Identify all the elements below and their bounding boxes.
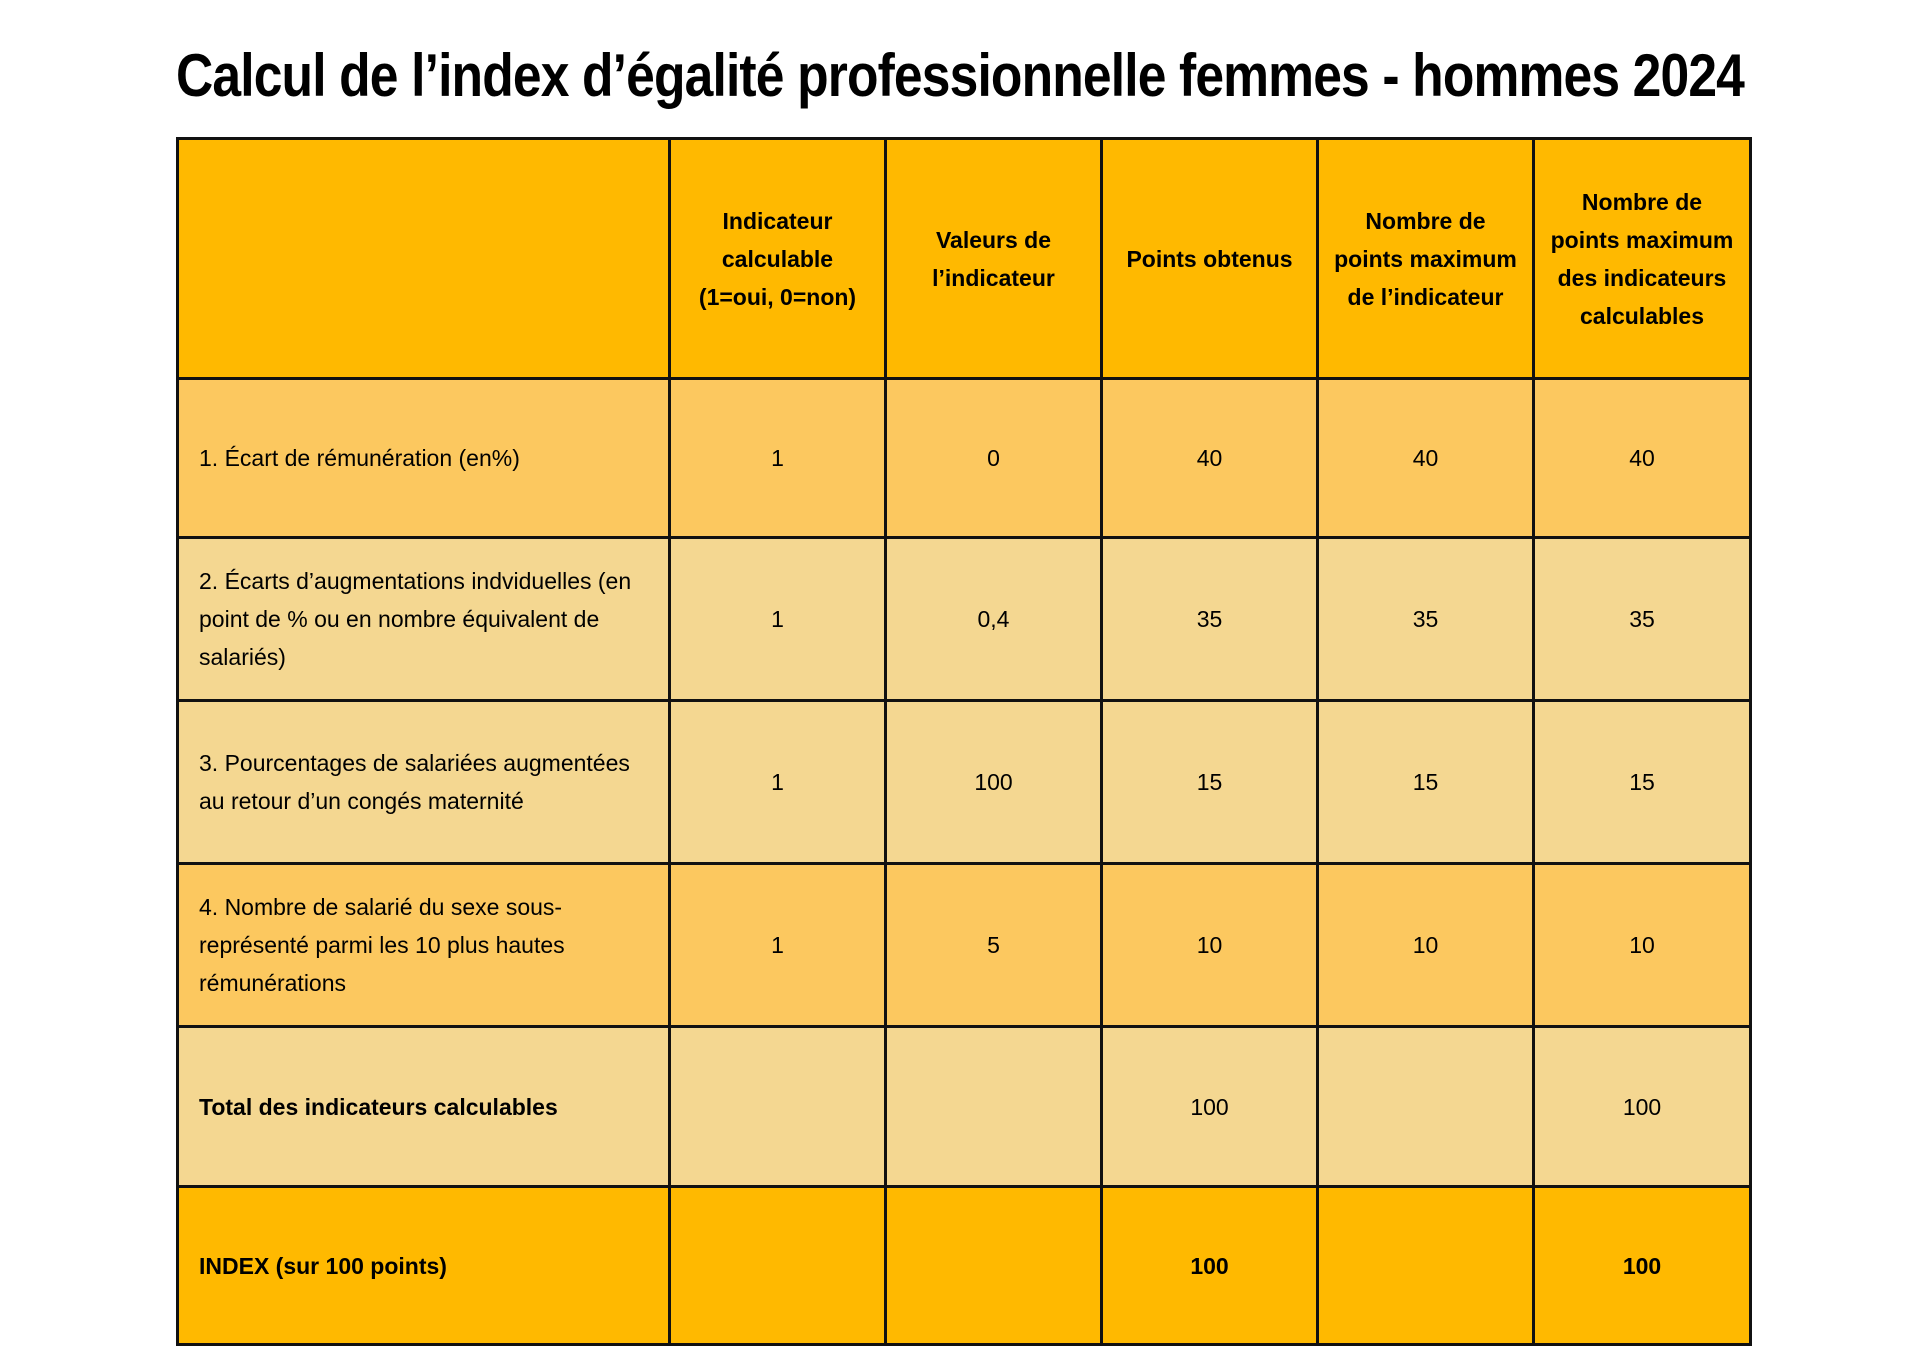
index-max-calculables: 100 [1534, 1187, 1751, 1345]
header-label-column [178, 139, 670, 379]
total-points: 100 [1102, 1027, 1318, 1187]
table-row [178, 701, 1751, 864]
total-max-indicateur [1318, 1027, 1534, 1187]
total-label: Total des indicateurs calculables [178, 1027, 670, 1187]
cell-max-calculables: 40 [1534, 379, 1751, 538]
header-max-calculables: Nombre de points maximum des indicateurs calculables [1534, 139, 1751, 379]
cell-max-indicateur: 10 [1318, 864, 1534, 1027]
table-row [178, 379, 1751, 538]
cell-calculable: 1 [670, 701, 886, 864]
cell-valeur: 0,4 [886, 538, 1102, 701]
row-label: 4. Nombre de salarié du sexe sous-représenté parmi les 10 plus hautes rémunérations [178, 864, 670, 1027]
cell-calculable: 1 [670, 379, 886, 538]
cell-points: 35 [1102, 538, 1318, 701]
total-row [178, 1027, 1751, 1187]
row-label: 1. Écart de rémunération (en%) [178, 379, 670, 538]
total-calculable [670, 1027, 886, 1187]
cell-valeur: 100 [886, 701, 1102, 864]
index-valeur [886, 1187, 1102, 1345]
cell-max-calculables: 10 [1534, 864, 1751, 1027]
row-label: 3. Pourcentages de salariées augmentées au retour d’un congés maternité [178, 701, 670, 864]
row-label: 2. Écarts d’augmentations indviduelles (en point de % ou en nombre équivalent de salariés) [178, 538, 670, 701]
header-max-indicateur: Nombre de points maximum de l’indicateur [1318, 139, 1534, 379]
cell-max-calculables: 35 [1534, 538, 1751, 701]
index-max-indicateur [1318, 1187, 1534, 1345]
table-row [178, 538, 1751, 701]
cell-max-indicateur: 35 [1318, 538, 1534, 701]
index-points: 100 [1102, 1187, 1318, 1345]
table-row [178, 864, 1751, 1027]
cell-valeur: 5 [886, 864, 1102, 1027]
cell-calculable: 1 [670, 538, 886, 701]
header-points-obtenus: Points obtenus [1102, 139, 1318, 379]
index-row [178, 1187, 1751, 1345]
cell-calculable: 1 [670, 864, 886, 1027]
cell-points: 15 [1102, 701, 1318, 864]
table-header-row [178, 139, 1751, 379]
cell-max-calculables: 15 [1534, 701, 1751, 864]
cell-points: 10 [1102, 864, 1318, 1027]
index-label: INDEX (sur 100 points) [178, 1187, 670, 1345]
total-max-calculables: 100 [1534, 1027, 1751, 1187]
index-calculable [670, 1187, 886, 1345]
header-valeur: Valeurs de l’indicateur [886, 139, 1102, 379]
cell-max-indicateur: 40 [1318, 379, 1534, 538]
page-title: Calcul de l’index d’égalité professionnelle femmes - hommes 2024 [175, 42, 1745, 109]
header-calculable: Indicateur calculable (1=oui, 0=non) [670, 139, 886, 379]
index-table [176, 137, 1752, 1346]
total-valeur [886, 1027, 1102, 1187]
cell-valeur: 0 [886, 379, 1102, 538]
cell-max-indicateur: 15 [1318, 701, 1534, 864]
cell-points: 40 [1102, 379, 1318, 538]
